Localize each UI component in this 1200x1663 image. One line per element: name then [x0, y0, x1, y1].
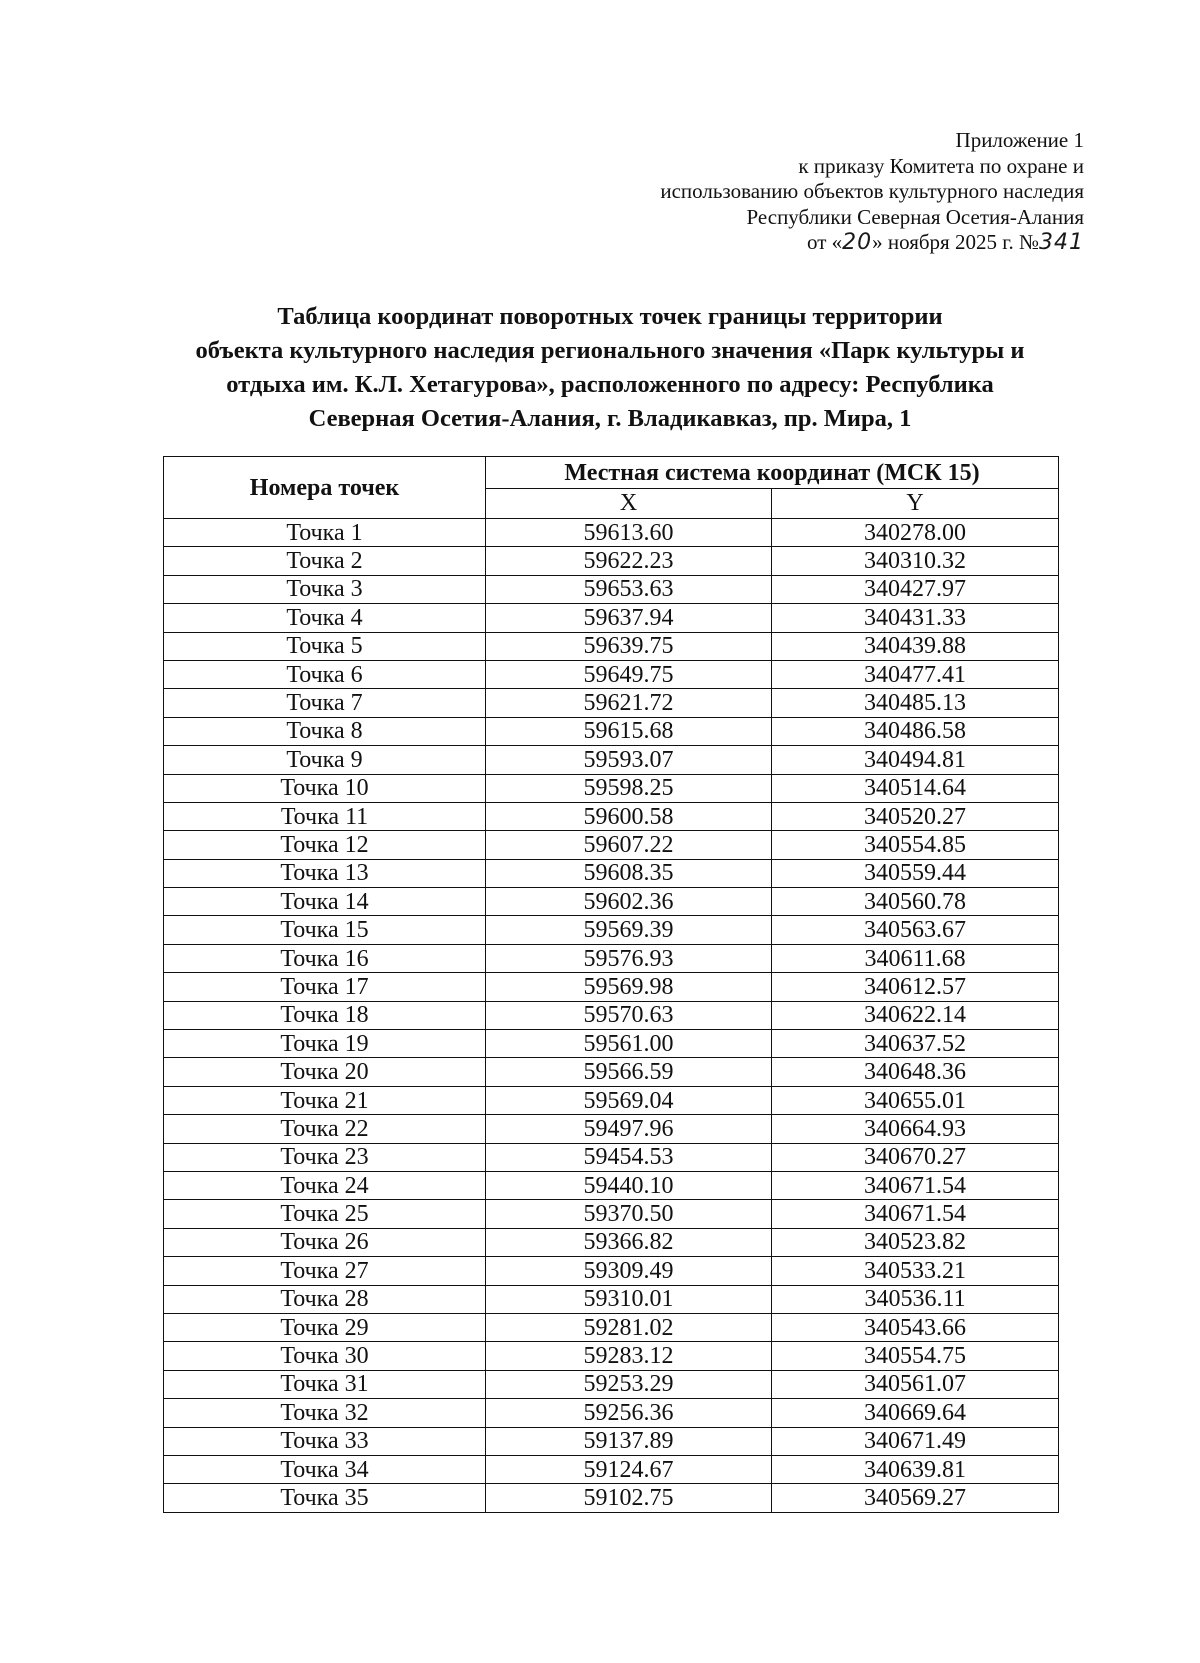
table-row [164, 1313, 1059, 1341]
y-coordinate-cell: 340536.11 [772, 1285, 1059, 1313]
date-prefix: от « [806, 230, 843, 254]
y-coordinate-cell: 340559.44 [772, 859, 1059, 887]
point-name-cell: Точка 12 [164, 831, 486, 859]
appendix-date-line [660, 230, 1084, 256]
point-name-cell: Точка 5 [164, 632, 486, 660]
x-coordinate-cell: 59602.36 [486, 888, 772, 916]
date-middle: » ноября 2025 г. № [872, 230, 1039, 254]
table-row [164, 575, 1059, 603]
x-coordinate-cell: 59497.96 [486, 1115, 772, 1143]
table-row [164, 1086, 1059, 1114]
point-name-cell: Точка 8 [164, 717, 486, 745]
point-name-cell: Точка 22 [164, 1115, 486, 1143]
table-row [164, 519, 1059, 547]
table-row [164, 802, 1059, 830]
y-coordinate-cell: 340637.52 [772, 1030, 1059, 1058]
x-coordinate-cell: 59639.75 [486, 632, 772, 660]
table-row [164, 1143, 1059, 1171]
point-name-cell: Точка 6 [164, 660, 486, 688]
y-coordinate-cell: 340278.00 [772, 519, 1059, 547]
point-name-cell: Точка 30 [164, 1342, 486, 1370]
point-name-cell: Точка 27 [164, 1257, 486, 1285]
x-coordinate-cell: 59566.59 [486, 1058, 772, 1086]
table-row [164, 1427, 1059, 1455]
header-y: Y [772, 489, 1059, 519]
point-name-cell: Точка 1 [164, 519, 486, 547]
point-name-cell: Точка 29 [164, 1313, 486, 1341]
table-row [164, 774, 1059, 802]
point-name-cell: Точка 17 [164, 973, 486, 1001]
title-line-1: Таблица координат поворотных точек границы территории [277, 303, 943, 330]
table-row [164, 1484, 1059, 1512]
table-row [164, 916, 1059, 944]
point-name-cell: Точка 23 [164, 1143, 486, 1171]
x-coordinate-cell: 59649.75 [486, 660, 772, 688]
y-coordinate-cell: 340554.85 [772, 831, 1059, 859]
x-coordinate-cell: 59608.35 [486, 859, 772, 887]
x-coordinate-cell: 59256.36 [486, 1399, 772, 1427]
x-coordinate-cell: 59613.60 [486, 519, 772, 547]
x-coordinate-cell: 59366.82 [486, 1228, 772, 1256]
table-body [164, 519, 1059, 1513]
table-row [164, 1115, 1059, 1143]
x-coordinate-cell: 59576.93 [486, 944, 772, 972]
appendix-line-1: Приложение 1 [955, 128, 1084, 152]
y-coordinate-cell: 340611.68 [772, 944, 1059, 972]
x-coordinate-cell: 59253.29 [486, 1370, 772, 1398]
x-coordinate-cell: 59124.67 [486, 1455, 772, 1483]
y-coordinate-cell: 340671.54 [772, 1171, 1059, 1199]
point-name-cell: Точка 7 [164, 689, 486, 717]
y-coordinate-cell: 340485.13 [772, 689, 1059, 717]
y-coordinate-cell: 340612.57 [772, 973, 1059, 1001]
table-row [164, 859, 1059, 887]
point-name-cell: Точка 13 [164, 859, 486, 887]
x-coordinate-cell: 59653.63 [486, 575, 772, 603]
point-name-cell: Точка 2 [164, 547, 486, 575]
y-coordinate-cell: 340533.21 [772, 1257, 1059, 1285]
y-coordinate-cell: 340664.93 [772, 1115, 1059, 1143]
point-name-cell: Точка 14 [164, 888, 486, 916]
x-coordinate-cell: 59593.07 [486, 746, 772, 774]
y-coordinate-cell: 340477.41 [772, 660, 1059, 688]
point-name-cell: Точка 33 [164, 1427, 486, 1455]
y-coordinate-cell: 340622.14 [772, 1001, 1059, 1029]
table-row [164, 746, 1059, 774]
point-name-cell: Точка 4 [164, 604, 486, 632]
table-row [164, 1455, 1059, 1483]
x-coordinate-cell: 59569.39 [486, 916, 772, 944]
y-coordinate-cell: 340655.01 [772, 1086, 1059, 1114]
appendix-line-3: использованию объектов культурного наследия [660, 179, 1084, 203]
x-coordinate-cell: 59370.50 [486, 1200, 772, 1228]
y-coordinate-cell: 340514.64 [772, 774, 1059, 802]
x-coordinate-cell: 59600.58 [486, 802, 772, 830]
x-coordinate-cell: 59569.04 [486, 1086, 772, 1114]
point-name-cell: Точка 10 [164, 774, 486, 802]
x-coordinate-cell: 59607.22 [486, 831, 772, 859]
table-row [164, 1001, 1059, 1029]
header-x: X [486, 489, 772, 519]
y-coordinate-cell: 340671.49 [772, 1427, 1059, 1455]
point-name-cell: Точка 34 [164, 1455, 486, 1483]
x-coordinate-cell: 59637.94 [486, 604, 772, 632]
y-coordinate-cell: 340671.54 [772, 1200, 1059, 1228]
y-coordinate-cell: 340639.81 [772, 1455, 1059, 1483]
point-name-cell: Точка 11 [164, 802, 486, 830]
x-coordinate-cell: 59569.98 [486, 973, 772, 1001]
table-row [164, 944, 1059, 972]
y-coordinate-cell: 340543.66 [772, 1313, 1059, 1341]
x-coordinate-cell: 59137.89 [486, 1427, 772, 1455]
x-coordinate-cell: 59622.23 [486, 547, 772, 575]
x-coordinate-cell: 59310.01 [486, 1285, 772, 1313]
y-coordinate-cell: 340563.67 [772, 916, 1059, 944]
point-name-cell: Точка 26 [164, 1228, 486, 1256]
point-name-cell: Точка 25 [164, 1200, 486, 1228]
document-title [130, 300, 1090, 436]
table-row [164, 1171, 1059, 1199]
table-row [164, 660, 1059, 688]
x-coordinate-cell: 59102.75 [486, 1484, 772, 1512]
x-coordinate-cell: 59283.12 [486, 1342, 772, 1370]
x-coordinate-cell: 59454.53 [486, 1143, 772, 1171]
table-row [164, 717, 1059, 745]
point-name-cell: Точка 16 [164, 944, 486, 972]
y-coordinate-cell: 340569.27 [772, 1484, 1059, 1512]
table-row [164, 831, 1059, 859]
header-point-numbers: Номера точек [164, 457, 486, 519]
appendix-header [660, 128, 1084, 256]
table-row [164, 1058, 1059, 1086]
appendix-line-4: Республики Северная Осетия-Алания [746, 204, 1084, 229]
y-coordinate-cell: 340523.82 [772, 1228, 1059, 1256]
x-coordinate-cell: 59309.49 [486, 1257, 772, 1285]
y-coordinate-cell: 340427.97 [772, 575, 1059, 603]
title-line-4: Северная Осетия-Алания, г. Владикавказ, пр. Мира, 1 [308, 405, 912, 432]
y-coordinate-cell: 340431.33 [772, 604, 1059, 632]
y-coordinate-cell: 340439.88 [772, 632, 1059, 660]
handwritten-day: 20 [842, 230, 873, 255]
point-name-cell: Точка 21 [164, 1086, 486, 1114]
x-coordinate-cell: 59440.10 [486, 1171, 772, 1199]
x-coordinate-cell: 59281.02 [486, 1313, 772, 1341]
y-coordinate-cell: 340670.27 [772, 1143, 1059, 1171]
table-row [164, 1370, 1059, 1398]
table-row [164, 547, 1059, 575]
table-row [164, 689, 1059, 717]
table-row [164, 973, 1059, 1001]
y-coordinate-cell: 340669.64 [772, 1399, 1059, 1427]
point-name-cell: Точка 31 [164, 1370, 486, 1398]
appendix-line-2: к приказу Комитета по охране и [798, 153, 1084, 178]
table-row [164, 888, 1059, 916]
y-coordinate-cell: 340520.27 [772, 802, 1059, 830]
title-line-2: объекта культурного наследия регионального значения «Парк культуры и [195, 337, 1025, 364]
table-row [164, 604, 1059, 632]
point-name-cell: Точка 24 [164, 1171, 486, 1199]
y-coordinate-cell: 340494.81 [772, 746, 1059, 774]
point-name-cell: Точка 28 [164, 1285, 486, 1313]
handwritten-order-number: 341 [1039, 230, 1084, 255]
point-name-cell: Точка 35 [164, 1484, 486, 1512]
table-row [164, 1200, 1059, 1228]
point-name-cell: Точка 3 [164, 575, 486, 603]
x-coordinate-cell: 59621.72 [486, 689, 772, 717]
x-coordinate-cell: 59598.25 [486, 774, 772, 802]
x-coordinate-cell: 59570.63 [486, 1001, 772, 1029]
table-row [164, 1030, 1059, 1058]
point-name-cell: Точка 20 [164, 1058, 486, 1086]
y-coordinate-cell: 340486.58 [772, 717, 1059, 745]
point-name-cell: Точка 32 [164, 1399, 486, 1427]
table-row [164, 1285, 1059, 1313]
table-row [164, 1342, 1059, 1370]
y-coordinate-cell: 340648.36 [772, 1058, 1059, 1086]
point-name-cell: Точка 19 [164, 1030, 486, 1058]
table-row [164, 632, 1059, 660]
table-row [164, 1399, 1059, 1427]
coordinates-table [163, 456, 1059, 1513]
x-coordinate-cell: 59561.00 [486, 1030, 772, 1058]
point-name-cell: Точка 9 [164, 746, 486, 774]
point-name-cell: Точка 15 [164, 916, 486, 944]
y-coordinate-cell: 340554.75 [772, 1342, 1059, 1370]
table-row [164, 1257, 1059, 1285]
y-coordinate-cell: 340561.07 [772, 1370, 1059, 1398]
table-row [164, 1228, 1059, 1256]
point-name-cell: Точка 18 [164, 1001, 486, 1029]
header-coordinate-system: Местная система координат (МСК 15) [486, 457, 1059, 489]
x-coordinate-cell: 59615.68 [486, 717, 772, 745]
y-coordinate-cell: 340560.78 [772, 888, 1059, 916]
y-coordinate-cell: 340310.32 [772, 547, 1059, 575]
title-line-3: отдыха им. К.Л. Хетагурова», расположенного по адресу: Республика [226, 371, 994, 398]
